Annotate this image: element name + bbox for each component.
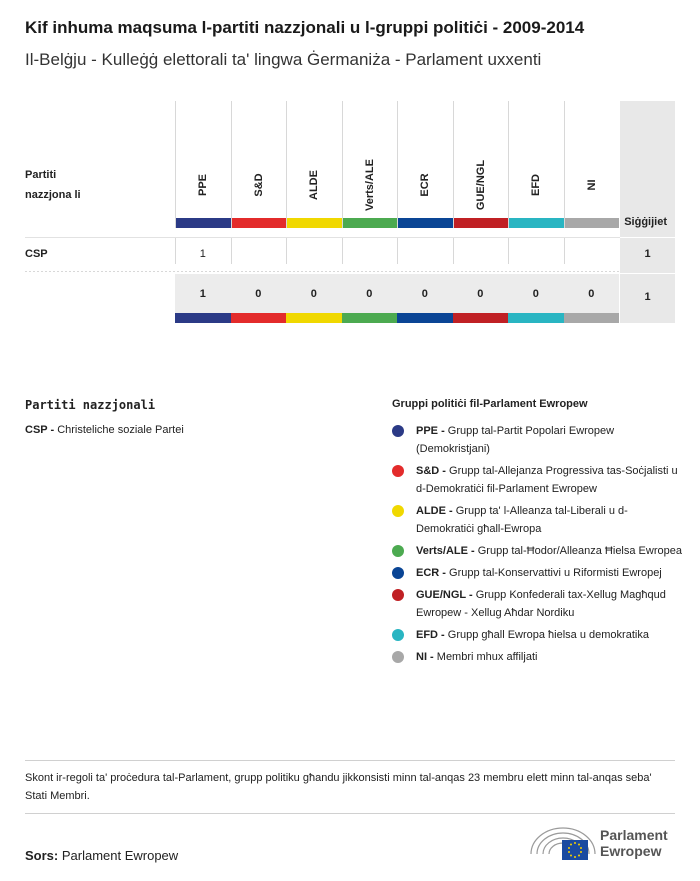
legend-item — [392, 586, 682, 622]
group-color-bar — [565, 218, 620, 228]
group-code-label: ECR — [419, 173, 432, 197]
group-code-label: Verts/ALE — [363, 159, 376, 211]
group-total: 1 — [199, 288, 206, 300]
parliament-hemicycle-icon — [528, 822, 598, 862]
legend-separator: - — [445, 505, 456, 517]
row-divider — [620, 273, 675, 274]
group-color-bar — [508, 313, 564, 323]
legend-item — [392, 422, 682, 458]
legend-item — [392, 564, 682, 582]
group-total: 0 — [421, 288, 428, 300]
legend-separator: - — [465, 589, 476, 601]
group-column-header — [286, 101, 342, 228]
legend-code: Verts/ALE — [416, 545, 468, 557]
source-line — [25, 848, 178, 863]
legend-name: Grupp tal-Allejanza Progressiva tas-Soċjalisti u d-Demokratiċi fil-Parlament Ewropew — [416, 465, 678, 495]
chart-subtitle: Il-Belġju - Kulleġġ elettorali ta' lingwa Ġermaniża - Parlament uxxenti — [25, 50, 542, 69]
group-color-bar — [454, 218, 509, 228]
group-column-header — [175, 101, 231, 228]
divider — [25, 813, 675, 814]
distribution-table — [25, 101, 675, 323]
divider — [25, 760, 675, 761]
group-color-dot-icon — [392, 589, 404, 601]
cell-value: 1 — [199, 248, 206, 260]
national-party-code: CSP — [25, 424, 48, 436]
procedure-note: Skont ir-regoli ta' proċedura tal-Parlament, grupp politiku għandu jikkonsisti minn tal-anqas 23 membru elett minn tal-anqas seba' Stati Membri. — [25, 772, 652, 802]
group-color-bar — [453, 313, 509, 323]
table-cell — [286, 238, 342, 264]
group-color-bar — [231, 313, 287, 323]
legend-separator: - — [439, 567, 450, 579]
legend-code: GUE/NGL — [416, 589, 466, 601]
table-cell — [397, 238, 453, 264]
legend-separator: - — [438, 629, 448, 641]
legend-name: Membri mhux affiljati — [436, 651, 538, 663]
group-color-dot-icon — [392, 651, 404, 663]
political-groups-legend — [392, 422, 682, 670]
group-color-bar — [176, 218, 231, 228]
source-value: Parlament Ewropew — [58, 848, 179, 863]
group-column-header — [342, 101, 398, 228]
national-party-item — [25, 424, 184, 436]
table-cell — [508, 238, 564, 264]
group-color-dot-icon — [392, 629, 404, 641]
group-total: 0 — [255, 288, 262, 300]
group-column-header — [231, 101, 287, 228]
national-party-name: Christeliche soziale Partei — [57, 424, 184, 436]
legend-separator: - — [439, 465, 450, 477]
logo-line-2: Ewropew — [600, 843, 662, 859]
legend-code: PPE — [416, 425, 439, 437]
legend-code: ECR — [416, 567, 440, 579]
group-code-label: PPE — [197, 173, 210, 197]
group-color-dot-icon — [392, 567, 404, 579]
legend-item — [392, 462, 682, 498]
logo-line-1: Parlament — [600, 827, 668, 843]
group-code-label: EFD — [530, 174, 543, 196]
group-color-dot-icon — [392, 465, 404, 477]
party-row-label: CSP — [25, 248, 48, 260]
logo-wordmark — [600, 827, 668, 859]
legend-item — [392, 626, 682, 644]
group-color-bar — [509, 218, 564, 228]
legend-item — [392, 648, 682, 666]
group-color-bar — [287, 218, 342, 228]
row-divider — [620, 237, 675, 238]
group-color-bar — [175, 313, 231, 323]
row-divider — [25, 237, 620, 238]
legend-name: Grupp għall Ewropa ħielsa u demokratika — [447, 629, 649, 641]
legend-separator: - — [438, 425, 448, 437]
group-column-header — [508, 101, 564, 228]
seats-column — [620, 101, 675, 323]
group-column-header — [397, 101, 453, 228]
party-seat-count: 1 — [644, 248, 651, 260]
group-color-bar — [232, 218, 287, 228]
group-color-dot-icon — [392, 545, 404, 557]
legend-name: Grupp ta' l-Alleanza tal-Liberali u d-Demokratiċi għall-Ewropa — [416, 505, 628, 535]
legend-name: Grupp Konfederali tax-Xellug Magħqud Ewropew - Xellug Aħdar Nordiku — [416, 589, 666, 619]
legend-code: ALDE — [416, 505, 446, 517]
group-color-bar — [564, 313, 620, 323]
legend-name: Grupp tal-Ħodor/Alleanza Ħielsa Ewropea — [477, 545, 682, 557]
legend-name: Grupp tal-Partit Popolari Ewropew (Demokristjani) — [416, 425, 615, 455]
row-divider — [25, 271, 620, 272]
legend-code: NI — [416, 651, 427, 663]
legend-item — [392, 542, 682, 560]
group-color-bar — [397, 313, 453, 323]
party-column-header: Partiti nazzjona li — [25, 169, 81, 201]
legend-name: Grupp tal-Konservattivi u Riformisti Ewropej — [449, 567, 662, 579]
political-groups-title: Gruppi politiċi fil-Parlament Ewropew — [392, 398, 588, 410]
group-column-header — [453, 101, 509, 228]
group-code-label: GUE/NGL — [474, 159, 487, 211]
group-total: 0 — [310, 288, 317, 300]
legend-code: EFD — [416, 629, 438, 641]
national-party-separator: - — [47, 424, 58, 436]
legend-separator: - — [427, 651, 437, 663]
group-color-dot-icon — [392, 425, 404, 437]
chart-title: Kif inhuma maqsuma l-partiti nazzjonali u l-gruppi politiċi - 2009-2014 — [25, 18, 585, 37]
group-total: 0 — [477, 288, 484, 300]
group-code-label: ALDE — [308, 170, 321, 200]
group-code-label: S&D — [252, 173, 265, 197]
source-label: Sors: — [25, 848, 59, 863]
national-parties-title: Partiti nazzjonali — [25, 398, 156, 412]
group-color-bar — [286, 313, 342, 323]
seats-column-header: Siġġijiet — [624, 216, 667, 228]
group-color-bar — [342, 313, 398, 323]
table-cell — [453, 238, 509, 264]
group-total: 0 — [588, 288, 595, 300]
group-color-dot-icon — [392, 505, 404, 517]
legend-item — [392, 502, 682, 538]
group-total: 0 — [532, 288, 539, 300]
table-cell — [564, 238, 620, 264]
group-color-bar — [343, 218, 398, 228]
table-cell — [342, 238, 398, 264]
legend-code: S&D — [416, 465, 440, 477]
parliament-logo — [528, 822, 678, 862]
legend-separator: - — [467, 545, 478, 557]
table-cell — [231, 238, 287, 264]
group-total: 0 — [366, 288, 373, 300]
group-code-label: NI — [585, 179, 598, 191]
group-column-header — [564, 101, 620, 228]
group-color-bar — [398, 218, 453, 228]
total-seat-count: 1 — [644, 291, 651, 303]
